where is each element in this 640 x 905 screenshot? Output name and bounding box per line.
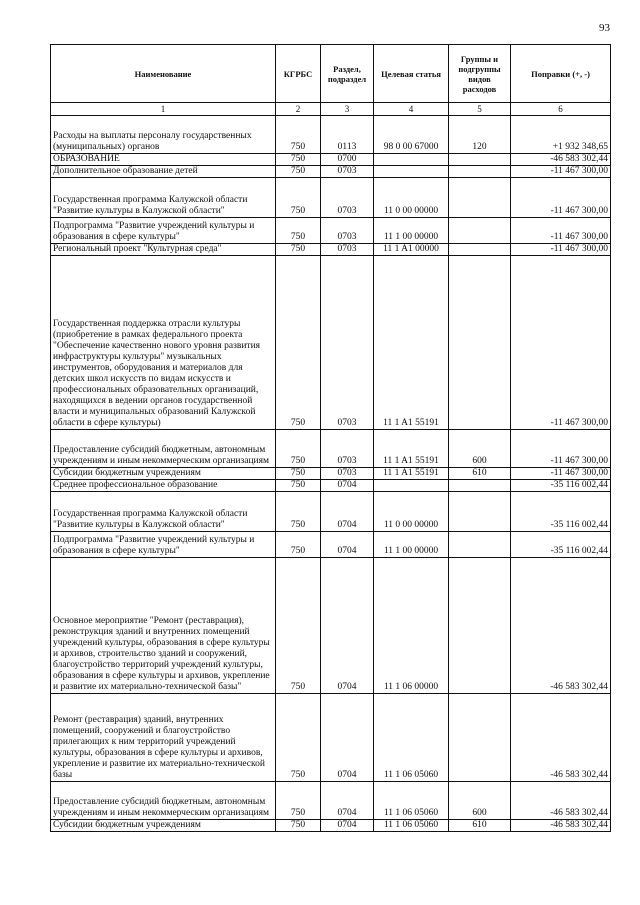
row-target: 11 0 00 00000	[374, 178, 449, 218]
table-row	[51, 492, 611, 532]
row-target	[374, 154, 449, 166]
header-groups: Группы и подгруппы видов расходов	[449, 45, 511, 103]
row-kgrbs: 750	[276, 116, 321, 154]
table-row	[51, 218, 611, 244]
row-target: 11 1 06 05060	[374, 820, 449, 832]
table-row	[51, 468, 611, 480]
row-target: 11 0 00 00000	[374, 492, 449, 532]
row-amount: -46 583 302,44	[511, 820, 611, 832]
row-group	[449, 154, 511, 166]
row-section: 0113	[321, 116, 374, 154]
header-amendments: Поправки (+, -)	[511, 45, 611, 103]
row-amount: -46 583 302,44	[511, 694, 611, 782]
row-name: Государственная программа Калужской области "Развитие культуры в Калужской области"	[51, 178, 276, 218]
row-group	[449, 558, 511, 694]
column-number-row	[51, 103, 611, 116]
row-group	[449, 492, 511, 532]
row-name: Дополнительное образование детей	[51, 166, 276, 178]
row-name: Государственная поддержка отрасли культуры (приобретение в рамках федерального проекта "Обеспечение качественно нового уровня развития инфраструктуры культуры" музыкальных инструментов, оборудования и материалов для детских школ искусств по видам искусств и профессиональных образовательных организаций, находящихся в ведении органов государственной власти и муниципальных образований Калужской области в сфере культуры)	[51, 256, 276, 430]
row-group: 600	[449, 430, 511, 468]
row-target: 11 1 A1 55191	[374, 256, 449, 430]
row-amount: -46 583 302,44	[511, 782, 611, 820]
row-target: 11 1 A1 55191	[374, 430, 449, 468]
row-name: Ремонт (реставрация) зданий, внутренних помещений, сооружений и благоустройство прилегающих к ним территорий учреждений культуры, образования в сфере культуры и архивов, укрепление и развитие их материально-технической базы	[51, 694, 276, 782]
row-section: 0703	[321, 256, 374, 430]
budget-amendments-table	[50, 44, 611, 832]
row-amount: +1 932 348,65	[511, 116, 611, 154]
row-target: 98 0 00 67000	[374, 116, 449, 154]
row-kgrbs: 750	[276, 532, 321, 558]
row-name: Подпрограмма "Развитие учреждений культуры и образования в сфере культуры"	[51, 218, 276, 244]
row-name: Региональный проект "Культурная среда"	[51, 244, 276, 256]
row-group	[449, 480, 511, 492]
row-target: 11 1 00 00000	[374, 532, 449, 558]
row-group: 120	[449, 116, 511, 154]
row-amount: -11 467 300,00	[511, 256, 611, 430]
row-section: 0703	[321, 468, 374, 480]
row-name: Основное мероприятие "Ремонт (реставрация), реконструкция зданий и внутренних помещений учреждений культуры, образования в сфере культуры и архивов, строительство зданий и сооружений, благоустройство территорий учреждений культуры, образования в сфере культуры и архивов, укрепление и развитие их материально-технической базы"	[51, 558, 276, 694]
row-amount: -35 116 002,44	[511, 532, 611, 558]
row-section: 0703	[321, 166, 374, 178]
table-row	[51, 694, 611, 782]
row-group	[449, 694, 511, 782]
row-section: 0703	[321, 430, 374, 468]
table-row	[51, 820, 611, 832]
budget-amendments-table-container	[50, 44, 610, 832]
row-kgrbs: 750	[276, 256, 321, 430]
table-row	[51, 782, 611, 820]
row-section: 0704	[321, 820, 374, 832]
header-target: Целевая статья	[374, 45, 449, 103]
row-group	[449, 532, 511, 558]
row-target: 11 1 00 00000	[374, 218, 449, 244]
row-amount: -11 467 300,00	[511, 178, 611, 218]
row-name: Государственная программа Калужской области "Развитие культуры в Калужской области"	[51, 492, 276, 532]
table-row	[51, 244, 611, 256]
row-group: 600	[449, 782, 511, 820]
row-section: 0704	[321, 694, 374, 782]
row-section: 0704	[321, 532, 374, 558]
row-kgrbs: 750	[276, 154, 321, 166]
row-amount: -11 467 300,00	[511, 468, 611, 480]
row-kgrbs: 750	[276, 430, 321, 468]
row-amount: -35 116 002,44	[511, 480, 611, 492]
row-group	[449, 256, 511, 430]
row-section: 0704	[321, 782, 374, 820]
row-amount: -11 467 300,00	[511, 430, 611, 468]
row-kgrbs: 750	[276, 492, 321, 532]
row-kgrbs: 750	[276, 558, 321, 694]
row-section: 0700	[321, 154, 374, 166]
row-kgrbs: 750	[276, 166, 321, 178]
row-name: Предоставление субсидий бюджетным, автономным учреждениям и иным некоммерческим организациям	[51, 782, 276, 820]
table-row	[51, 480, 611, 492]
row-name: ОБРАЗОВАНИЕ	[51, 154, 276, 166]
table-row	[51, 116, 611, 154]
row-target: 11 1 A1 00000	[374, 244, 449, 256]
row-group: 610	[449, 468, 511, 480]
row-section: 0703	[321, 178, 374, 218]
column-number: 5	[449, 103, 511, 116]
row-group	[449, 166, 511, 178]
page-number: 93	[599, 22, 610, 34]
table-row	[51, 256, 611, 430]
row-name: Подпрограмма "Развитие учреждений культуры и образования в сфере культуры"	[51, 532, 276, 558]
row-section: 0704	[321, 558, 374, 694]
row-section: 0703	[321, 244, 374, 256]
header-name: Наименование	[51, 45, 276, 103]
row-target: 11 1 A1 55191	[374, 468, 449, 480]
row-kgrbs: 750	[276, 694, 321, 782]
row-kgrbs: 750	[276, 480, 321, 492]
row-name: Среднее профессиональное образование	[51, 480, 276, 492]
row-group: 610	[449, 820, 511, 832]
row-amount: -46 583 302,44	[511, 154, 611, 166]
table-row	[51, 166, 611, 178]
row-amount: -46 583 302,44	[511, 558, 611, 694]
row-kgrbs: 750	[276, 820, 321, 832]
row-amount: -11 467 300,00	[511, 218, 611, 244]
row-name: Субсидии бюджетным учреждениям	[51, 468, 276, 480]
column-number: 1	[51, 103, 276, 116]
row-name: Предоставление субсидий бюджетным, автономным учреждениям и иным некоммерческим организациям	[51, 430, 276, 468]
row-kgrbs: 750	[276, 244, 321, 256]
column-number: 2	[276, 103, 321, 116]
column-number: 4	[374, 103, 449, 116]
column-number: 3	[321, 103, 374, 116]
row-group	[449, 218, 511, 244]
row-target: 11 1 06 05060	[374, 782, 449, 820]
row-kgrbs: 750	[276, 468, 321, 480]
row-kgrbs: 750	[276, 218, 321, 244]
table-header-row	[51, 45, 611, 103]
header-kgrbs: КГРБС	[276, 45, 321, 103]
row-target: 11 1 06 00000	[374, 558, 449, 694]
column-number: 6	[511, 103, 611, 116]
row-group	[449, 244, 511, 256]
row-section: 0704	[321, 492, 374, 532]
row-group	[449, 178, 511, 218]
row-kgrbs: 750	[276, 782, 321, 820]
table-row	[51, 532, 611, 558]
row-name: Субсидии бюджетным учреждениям	[51, 820, 276, 832]
table-row	[51, 558, 611, 694]
row-amount: -11 467 300,00	[511, 244, 611, 256]
table-row	[51, 430, 611, 468]
row-section: 0703	[321, 218, 374, 244]
header-section: Раздел, подраздел	[321, 45, 374, 103]
row-amount: -35 116 002,44	[511, 492, 611, 532]
row-target	[374, 166, 449, 178]
table-row	[51, 154, 611, 166]
row-name: Расходы на выплаты персоналу государственных (муниципальных) органов	[51, 116, 276, 154]
row-kgrbs: 750	[276, 178, 321, 218]
table-row	[51, 178, 611, 218]
row-section: 0704	[321, 480, 374, 492]
row-amount: -11 467 300,00	[511, 166, 611, 178]
row-target	[374, 480, 449, 492]
row-target: 11 1 06 05060	[374, 694, 449, 782]
